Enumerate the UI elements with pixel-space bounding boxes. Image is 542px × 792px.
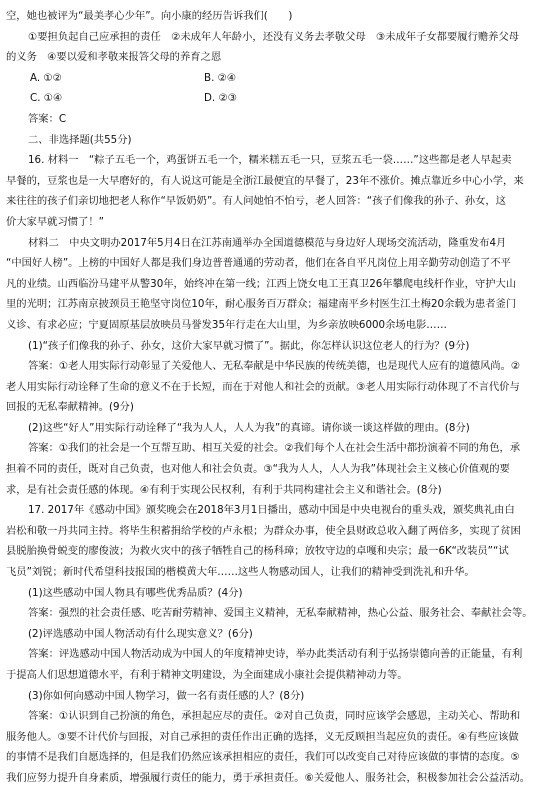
text-line: 早餐的，豆浆也是一大早磨好的，有人说这可能是全浙江最便宜的早餐了，23年不涨价。摊点靠近乡中心小学，来 <box>6 174 524 187</box>
text-line: 县脱胎换骨蜕变的廖俊波；为救火灾中的孩子牺牲自己的杨科璋；放牧守边的卓嘎和央宗；最一6K“改装员”“试 <box>6 545 509 558</box>
answer-line: 答案：①老人用实际行动彰显了关爱他人、无私奉献是中华民族的传统美德，也是现代人应有的道德风尚。② <box>28 360 521 373</box>
text-line: 材料二 中央文明办2017年5月4日在江苏南通举办全国道德模范与身边好人现场交流活动，隆重发布4月 <box>28 236 507 249</box>
text-line: 回报的无私奉献精神。(9分) <box>6 401 134 414</box>
option-c: C. ①④ <box>30 92 63 105</box>
text-line: “中国好人榜”。上榜的中国好人都是我们身边普普通通的劳动者，他们在各自平凡岗位上用辛勤劳动创造了不平 <box>6 257 511 270</box>
answer-options-row <box>6 88 534 109</box>
answer-line: 答案：强烈的社会责任感、吃苦耐劳精神、爱国主义精神，无私奉献精神，热心公益、服务社会、奉献社会等。 <box>28 607 533 620</box>
text-line: 价大家早就习惯了！” <box>6 215 105 228</box>
text-line: 服务他人。③要不计代价与回报，对自己承担的责任作出正确的选择，义无反顾担当起应负的责任。④有些应该做 <box>6 730 519 743</box>
text-line: 空，她也被评为“最美孝心少年”。向小康的经历告诉我们( ) <box>6 10 293 22</box>
option-a: A. ①② <box>30 71 62 84</box>
text-line: 凡的业绩。山西临汾马建平从警30年，始终冲在第一线；江西上饶女电工王真卫26年攀爬电线杆作业，守护大山 <box>6 277 517 290</box>
option-b: B. ②④ <box>204 71 237 84</box>
text-line: 里的光明；江苏南京披颈员王艳坚守岗位10年，耐心服务百万群众；福建南平乡村医生江土梅20余载为患者釜门 <box>6 298 517 311</box>
option-d: D. ②③ <box>204 92 237 105</box>
text-line: 的义务 ④要以爱和孝敬来报答父母的养育之恩 <box>6 51 222 64</box>
question-line: 17. 2017年《感动中国》颁奖晚会在2018年3月1日播出，感动中国是中央电视台的重头戏，颁奖典礼由白 <box>28 504 515 517</box>
answer-options-row <box>6 68 534 89</box>
question-line: (2)评选感动中国人物活动有什么现实意义？(6分) <box>28 627 253 640</box>
answer-line: 答案：①我们的社会是一个互帮互助、相互关爱的社会。②我们每个人在社会生活中都扮演着不同的角色，承 <box>28 442 521 455</box>
text-line: ①要担负起自己应承担的责任 ②未成年人年龄小，还没有义务去孝敬父母 ③未成年子女都要履行赡养父母 <box>28 30 520 43</box>
text-line: 老人用实际行动诠释了生命的意义不在于长短，而在于对他人和社会的贡献。③老人用实际行动体现了不言代价与 <box>6 380 520 393</box>
answer-line: 答案：C <box>28 112 67 125</box>
question-line: (1)这些感动中国人物具有哪些优秀品质？(4分) <box>28 586 243 599</box>
text-line: 来往往的孩子们亲切地把老人称作“早饭奶奶”。有人问她怕不怕亏，老人回答：“孩子们像我的孙子、孙女，这 <box>6 195 506 208</box>
answer-line: 答案：①认识到自己扮演的角色，承担起应尽的责任。②对自己负责，同时应该学会感恩，主动关心、帮助和 <box>28 710 521 723</box>
answer-line: 答案：评选感动中国人物活动成为中国人的年度精神史诗，举办此类活动有利于弘扬崇德向善的正能量，有利 <box>28 648 523 661</box>
text-line: 飞员”刘锐；新时代希望科技报国的楷模黄大年……这些人物感动国人，让我们的精神受到洗礼和升华。 <box>6 566 475 579</box>
section-heading: 二、非选择题(共55分) <box>28 133 132 146</box>
text-line: 的事情不是我们自愿选择的，但是我们仍然应该承担相应的责任，我们可以改变自己对待应该做的事情的态度。⑤ <box>6 751 520 764</box>
text-line: 于提高人们思想道德水平，有利于精神文明建设，为全面建成小康社会提供精神动力等。 <box>6 669 408 681</box>
text-line: 求，是有社会责任感的体现。④有利于实现公民权利，有利于共同构建社会主义和谐社会。(8分) <box>6 483 442 496</box>
text-line: 16. 材料一 “粽子五毛一个，鸡蛋饼五毛一个，糯米糕五毛一只，豆浆五毛一袋……”这些都是老人早起卖 <box>28 154 512 167</box>
question-line: (2)这些“好人”用实际行动诠释了“我为人人，人人为我”的真谛。请你谈一谈这样做的理由。(8分) <box>28 421 470 434</box>
text-line: 我们应努力提升自身素质，增强履行责任的能力，勇于承担责任。⑥关爱他人、服务社会，积极参加社会公益活动。 <box>6 771 531 784</box>
question-line: (3)你如何向感动中国人物学习，做一名有责任感的人？(8分) <box>28 689 305 702</box>
text-line: 义诊、有求必应；宁夏固原基层放映员马誉发35年行走在大山里，为乡亲放映6000余场电影…… <box>6 318 447 331</box>
text-line: 担着不同的责任，既对自己负责，也对他人和社会负责。③“我为人人，人人为我”体现社会主义核心价值观的要 <box>6 463 510 476</box>
question-line: (1)“孩子们像我的孙子、孙女，这价大家早就习惯了”。据此，你怎样认识这位老人的行为？(9分) <box>28 339 470 352</box>
text-line: 岩松和敬一丹共同主持。将毕生积蓄捐给学校的卢永根；为群众办事，使全县财政总收入翻了两倍多，实现了贫困 <box>6 524 521 537</box>
